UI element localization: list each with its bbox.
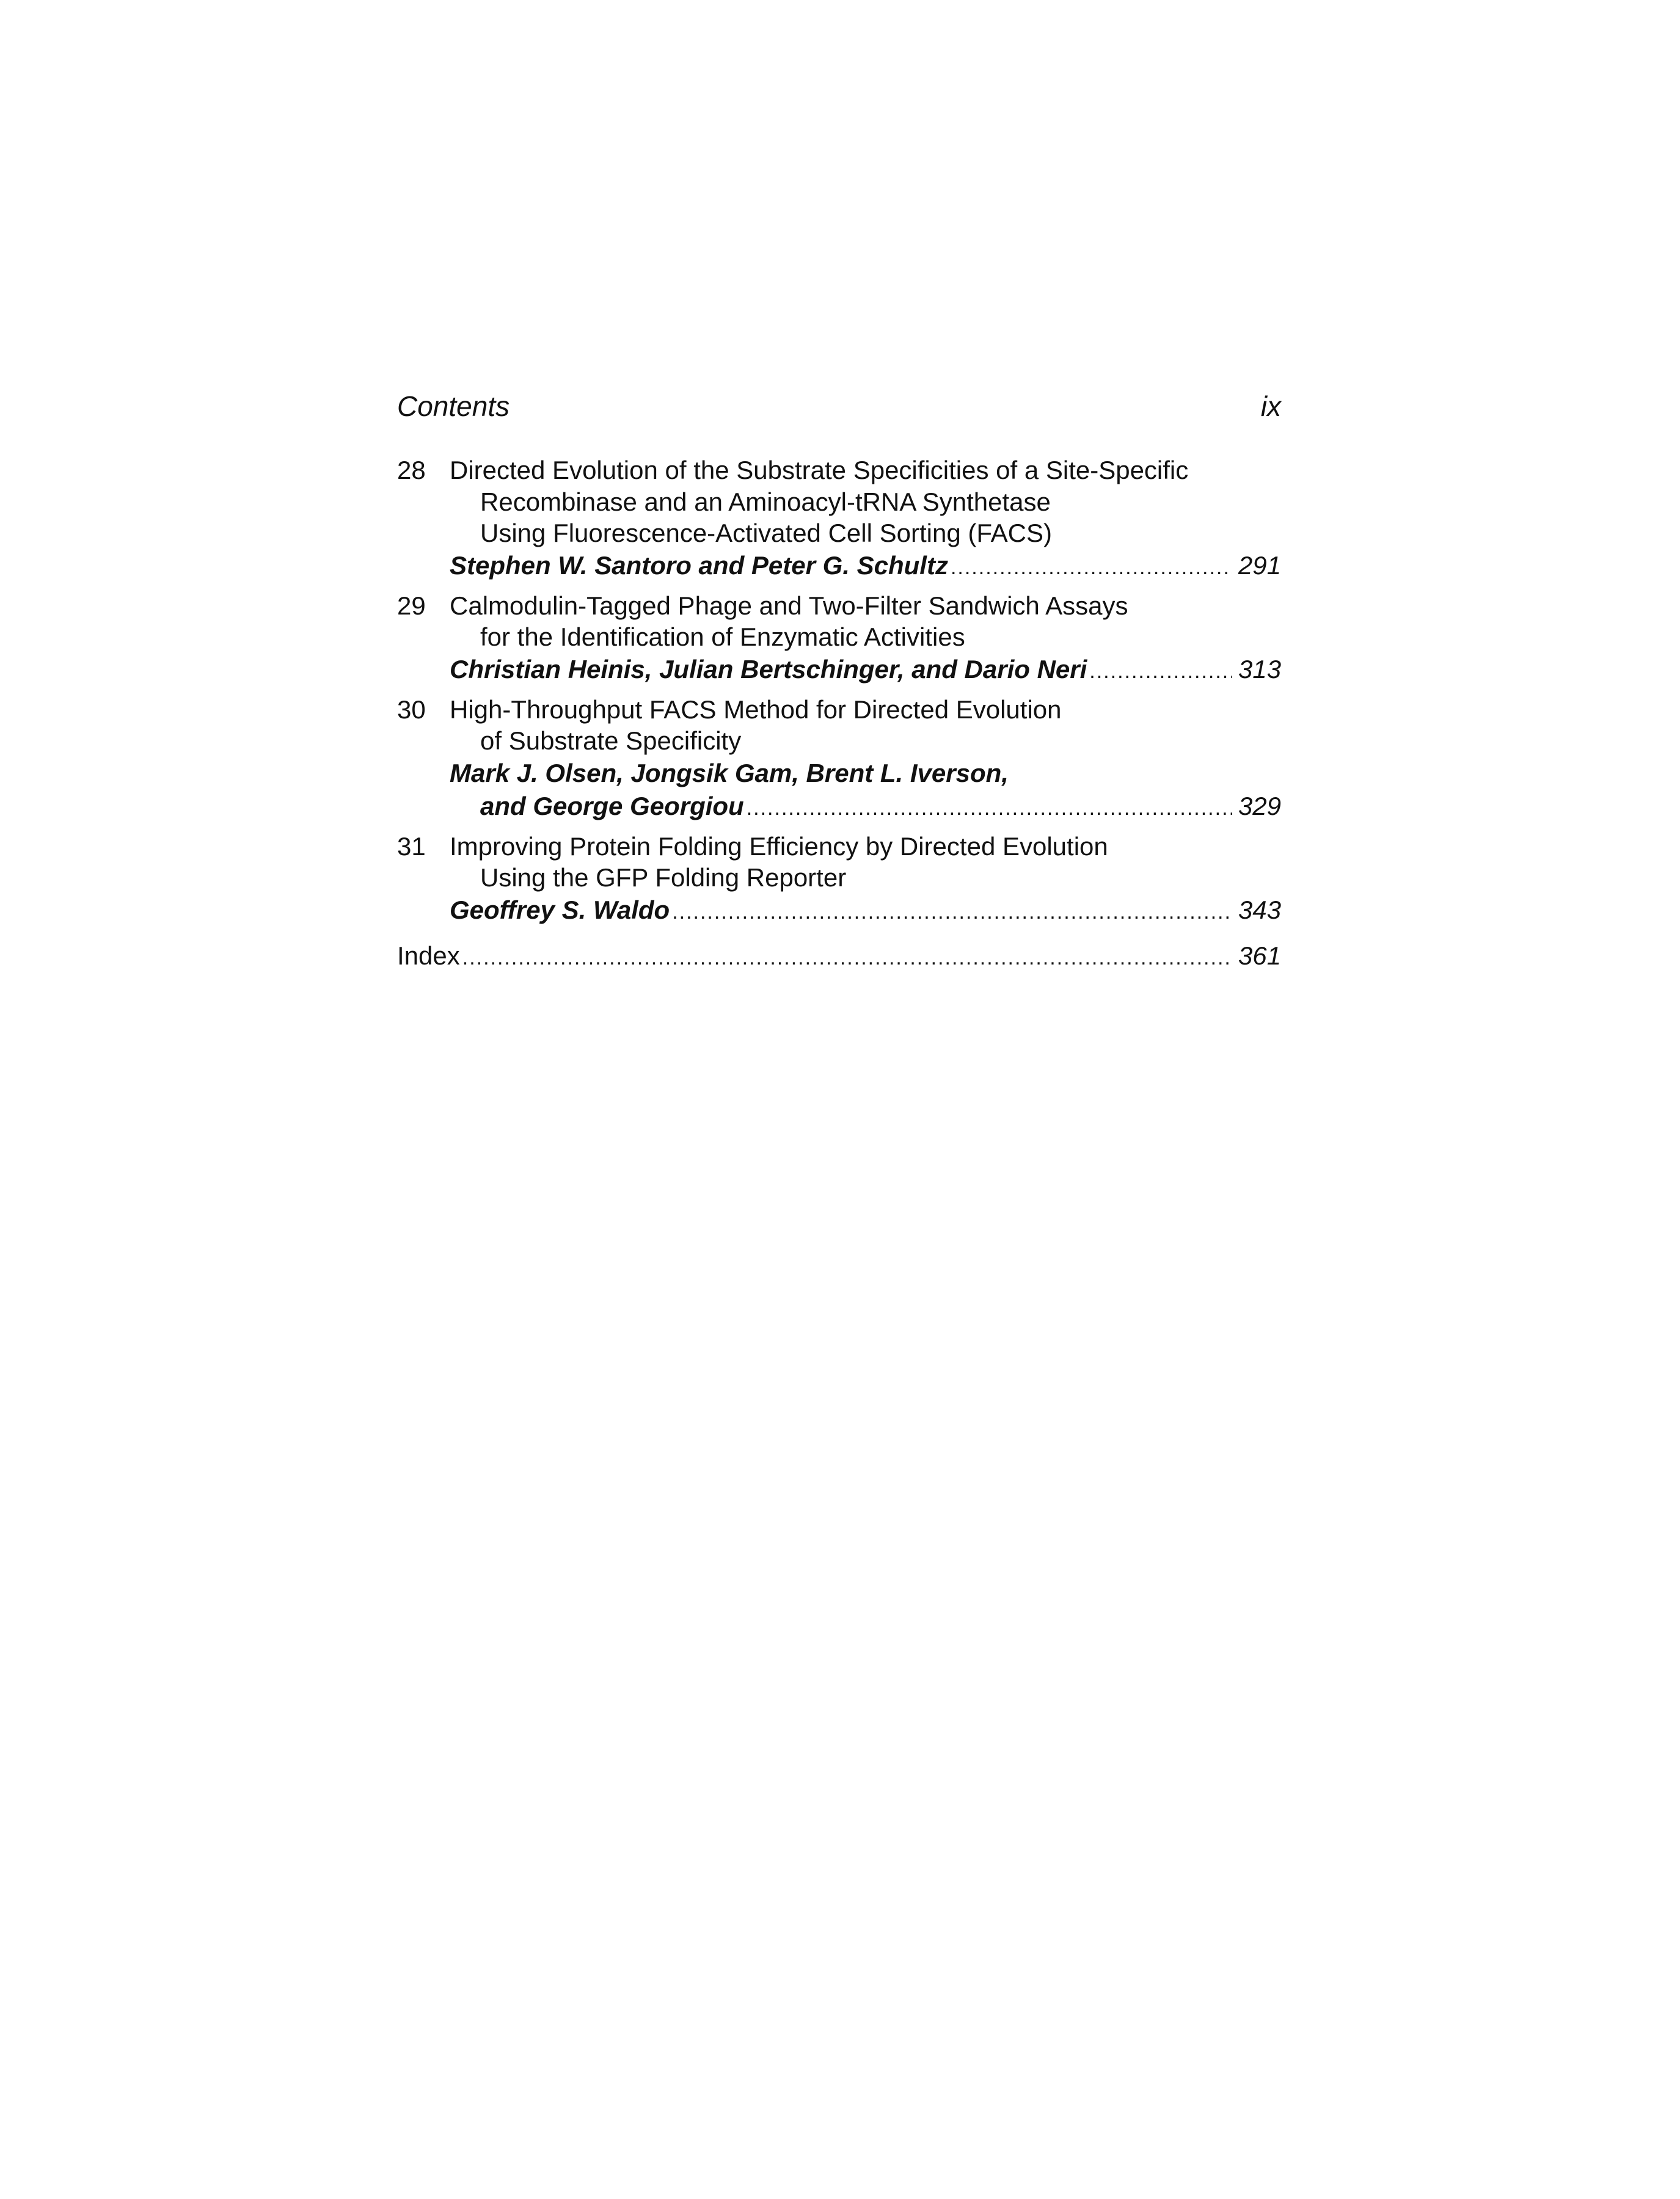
chapter-authors-first-line: Mark J. Olsen, Jongsik Gam, Brent L. Iverson, (450, 758, 1009, 787)
running-header-title: Contents (397, 390, 510, 422)
chapter-title-line: Calmodulin-Tagged Phage and Two-Filter Sandwich Assays (450, 591, 1128, 620)
dot-leader (951, 551, 1232, 584)
chapter-number: 30 (397, 695, 426, 724)
chapter-title-line: Improving Protein Folding Efficiency by Directed Evolution (450, 831, 1108, 861)
chapter-authors: Christian Heinis, Julian Bertschinger, and Dario Neri (450, 654, 1087, 684)
dot-leader (672, 895, 1232, 928)
chapter-title-line: for the Identification of Enzymatic Activities (480, 622, 965, 651)
dot-leader (462, 941, 1232, 974)
chapter-page-number: 343 (1238, 895, 1281, 924)
chapter-title-line: Directed Evolution of the Substrate Specificities of a Site-Specific (450, 456, 1189, 484)
index-label: Index (397, 941, 460, 970)
table-of-contents (397, 454, 1281, 974)
toc-entry-31 (397, 831, 1281, 928)
chapter-authors: Geoffrey S. Waldo (450, 895, 670, 924)
dot-leader (1089, 655, 1232, 688)
chapter-authors: and George Georgiou (480, 791, 744, 820)
chapter-authors: Stephen W. Santoro and Peter G. Schultz (450, 550, 948, 580)
chapter-title-line: Recombinase and an Aminoacyl-tRNA Synthetase (480, 487, 1051, 516)
chapter-author-line (397, 894, 1281, 928)
chapter-number: 29 (397, 591, 426, 620)
dot-leader (747, 792, 1232, 825)
chapter-title-line: Using Fluorescence-Activated Cell Sorting (FACS) (480, 519, 1053, 547)
chapter-author-line (397, 653, 1281, 688)
chapter-author-line (397, 549, 1281, 584)
chapter-number: 28 (397, 456, 426, 484)
chapter-page-number: 313 (1238, 654, 1281, 684)
chapter-number: 31 (397, 831, 426, 861)
toc-entry-30 (397, 694, 1281, 825)
running-header (397, 385, 1281, 440)
toc-entry-index (397, 939, 1281, 974)
index-page-number: 361 (1238, 941, 1281, 970)
chapter-page-number: 329 (1238, 791, 1281, 820)
chapter-title-line: of Substrate Specificity (480, 726, 742, 755)
toc-entry-28 (397, 454, 1281, 584)
chapter-author-line (397, 790, 1281, 825)
toc-page (397, 385, 1281, 974)
chapter-page-number: 291 (1238, 550, 1281, 580)
running-header-page-number: ix (1260, 390, 1281, 422)
toc-entry-29 (397, 590, 1281, 688)
chapter-title-line: Using the GFP Folding Reporter (480, 863, 847, 892)
chapter-title-line: High-Throughput FACS Method for Directed Evolution (450, 695, 1062, 724)
